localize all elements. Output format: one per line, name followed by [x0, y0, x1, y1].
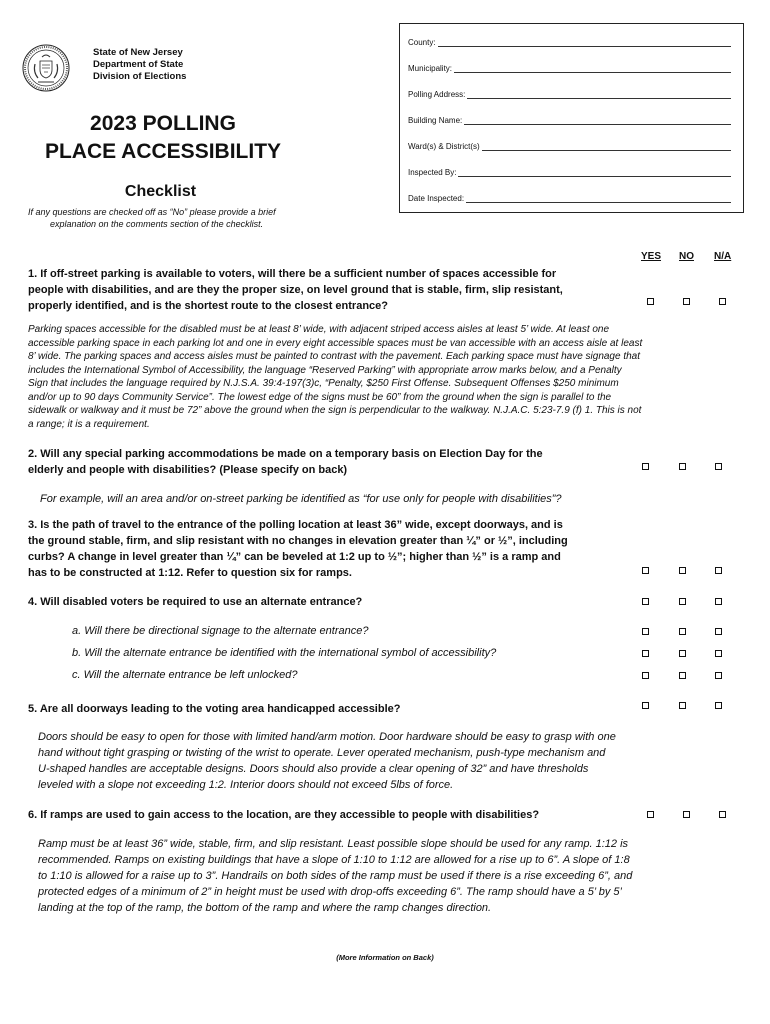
municipality-field[interactable] [408, 64, 731, 73]
column-header-na: N/A [714, 251, 732, 262]
agency-line: Department of State [93, 59, 184, 70]
explanation-line: sidewalk or walkway and it must be 72” above the ground when the sign is perpendicular to the walkway. N.J.A.C. 5:23-7.9 (f) 1. This is not [28, 405, 642, 416]
field-line[interactable] [467, 90, 731, 99]
question-line: elderly and people with disabilities? (Please specify on back) [28, 464, 348, 476]
q3-no-checkbox[interactable] [679, 567, 686, 574]
question-line: 5. Are all doorways leading to the voting area handicapped accessible? [28, 703, 401, 715]
q4a-no-checkbox[interactable] [679, 628, 686, 635]
title-line: 2023 POLLING [90, 112, 236, 135]
q4-na-checkbox[interactable] [715, 598, 722, 605]
q4a-na-checkbox[interactable] [715, 628, 722, 635]
field-label: Ward(s) & District(s) [408, 142, 480, 151]
county-field[interactable] [408, 38, 731, 47]
q1-no-checkbox[interactable] [683, 298, 690, 305]
field-label: Inspected By: [408, 168, 457, 177]
date-inspected-field[interactable] [408, 194, 731, 203]
polling-address-field[interactable] [408, 90, 731, 99]
field-label: Polling Address: [408, 90, 466, 99]
q4-sub-b: b. Will the alternate entrance be identified with the international symbol of accessibility? [72, 647, 497, 659]
explanation-line: Ramp must be at least 36” wide, stable, firm, and slip resistant. Least possible slope should be used for any ramp. 1:12 is [38, 838, 629, 850]
location-info-box [399, 23, 744, 213]
field-line[interactable] [482, 142, 731, 151]
q4b-na-checkbox[interactable] [715, 650, 722, 657]
explanation-line: hand without tight grasping or twisting of the wrist to operate. Lever operated mechanism, push-type mechanism and [38, 747, 606, 759]
footer-note: (More Information on Back) [336, 953, 434, 962]
field-line[interactable] [466, 194, 731, 203]
question-line: 2. Will any special parking accommodations be made on a temporary basis on Election Day for the [28, 448, 543, 460]
q4-no-checkbox[interactable] [679, 598, 686, 605]
question-5 [28, 701, 400, 717]
page-title [28, 110, 298, 166]
q1-na-checkbox[interactable] [719, 298, 726, 305]
question-line: the ground stable, firm, and slip resistant with no changes in elevation greater than ¼” or ½”, including [28, 535, 568, 547]
explanation-line: Parking spaces accessible for the disabled must be at least 8’ wide, with adjacent striped access aisles at least 5’ wide. At least one [28, 324, 610, 335]
field-line[interactable] [464, 116, 731, 125]
q2-yes-checkbox[interactable] [642, 463, 649, 470]
q4b-yes-checkbox[interactable] [642, 650, 649, 657]
instruction-note [28, 206, 318, 230]
question-line: 4. Will disabled voters be required to use an alternate entrance? [28, 596, 363, 608]
explanation-line: 8’ wide. The parking spaces and access aisles must be painted to contrast with the pavement. Each parking space must have signage that [28, 351, 641, 362]
field-label: Date Inspected: [408, 194, 465, 203]
q4-sub-a: a. Will there be directional signage to the alternate entrance? [72, 625, 369, 637]
field-label: County: [408, 38, 436, 47]
question-2 [28, 446, 543, 478]
q2-na-checkbox[interactable] [715, 463, 722, 470]
question-line: curbs? A change in level greater than ¼” can be beveled at 1:2 up to ½”; higher than ½” is a ramp and [28, 551, 561, 563]
explanation-line: Sign that includes the language required by N.J.S.A. 39:4-197(3)c, “Penalty, $250 First Offense. Subsequent Offenses $250 minimum [28, 378, 619, 389]
field-line[interactable] [454, 64, 731, 73]
field-label: Building Name: [408, 116, 463, 125]
q2-no-checkbox[interactable] [679, 463, 686, 470]
question-3 [28, 517, 568, 581]
inspected-by-field[interactable] [408, 168, 731, 177]
q1-yes-checkbox[interactable] [647, 298, 654, 305]
q4a-yes-checkbox[interactable] [642, 628, 649, 635]
note-line: explanation on the comments section of the checklist. [50, 219, 264, 229]
title-line: PLACE ACCESSIBILITY [44, 140, 282, 163]
q4c-na-checkbox[interactable] [715, 672, 722, 679]
column-header-no: NO [679, 251, 694, 262]
agency-line: Division of Elections [93, 71, 187, 82]
q4-sub-c: c. Will the alternate entrance be left unlocked? [72, 669, 298, 681]
q3-na-checkbox[interactable] [715, 567, 722, 574]
question-6 [28, 807, 539, 823]
question-line: has to be constructed at 1:12. Refer to question six for ramps. [28, 567, 352, 579]
explanation-line: a range; it is a requirement. [28, 418, 150, 430]
ward-district-field[interactable] [408, 142, 731, 151]
field-line[interactable] [438, 38, 731, 47]
q4c-no-checkbox[interactable] [679, 672, 686, 679]
question-1 [28, 266, 563, 314]
page-subtitle: Checklist [124, 183, 197, 200]
question-line: properly identified, and is the shortest route to the closest entrance? [28, 300, 389, 312]
q6-na-checkbox[interactable] [719, 811, 726, 818]
q3-yes-checkbox[interactable] [642, 567, 649, 574]
explanation-line: recommended. Ramps on existing buildings that have a slope of 1:10 to 1:12 are allowed for a rise up to 6”. A slope of 1:8 [38, 854, 630, 866]
q5-na-checkbox[interactable] [715, 702, 722, 709]
agency-line: State of New Jersey [93, 47, 183, 58]
q2-example [40, 491, 562, 507]
q4b-no-checkbox[interactable] [679, 650, 686, 657]
q5-no-checkbox[interactable] [679, 702, 686, 709]
question-line: 3. Is the path of travel to the entrance of the polling location at least 36” wide, except doorways, and is [28, 519, 563, 531]
q5-explanation [38, 729, 616, 793]
q1-explanation [28, 323, 642, 431]
agency-name [93, 47, 186, 83]
explanation-line: U-shaped handles are acceptable designs. Doors should also provide a clear opening of 32” and have thresholds [38, 763, 589, 775]
q4c-yes-checkbox[interactable] [642, 672, 649, 679]
explanation-line: accessible parking space in each parking lot and one in every eight accessible spaces must be van accessible with an access aisle at least [28, 337, 643, 349]
q4-yes-checkbox[interactable] [642, 598, 649, 605]
q5-yes-checkbox[interactable] [642, 702, 649, 709]
q6-yes-checkbox[interactable] [647, 811, 654, 818]
question-line: people with disabilities, and are they the proper size, on level ground that is stable, firm, slip resistant, [28, 284, 563, 296]
column-header-yes: YES [641, 251, 662, 262]
explanation-line: includes the International Symbol of Accessibility, the language “Reserved Parking” with appropriate arrow marks below, and a Penalty [28, 364, 622, 376]
question-4 [28, 594, 362, 610]
field-label: Municipality: [408, 64, 453, 73]
q6-explanation [38, 836, 632, 916]
field-line[interactable] [458, 168, 731, 177]
explanation-line: Doors should be easy to open for those with limited hand/arm motion. Door hardware should be easy to grasp with one [38, 731, 616, 743]
explanation-line: and/or up to 90 days Community Service”. The lowest edge of the signs must be 60” from the ground when the sign is parallel to the [28, 391, 612, 403]
building-name-field[interactable] [408, 116, 731, 125]
explanation-line: landing at the top of the ramp, the bottom of the ramp and where the ramp changes direction. [38, 902, 492, 914]
question-line: 1. If off-street parking is available to voters, will there be a sufficient number of spaces accessible for [28, 268, 557, 280]
question-line: 6. If ramps are used to gain access to the location, are they accessible to people with disabilities? [28, 809, 540, 821]
example-line: For example, will an area and/or on-street parking be identified as “for use only for people with disabilities”? [40, 493, 562, 505]
explanation-line: protected edges of a minimum of 2” in height must be used with drop-offs exceeding 6”. The ramp should have a 5’ by 5’ [38, 886, 622, 898]
nj-state-seal-icon [22, 44, 70, 92]
q6-no-checkbox[interactable] [683, 811, 690, 818]
explanation-line: to 1:10 is allowed for a raise up to 3”. Handrails on both sides of the ramp must be used if there is a rise exceeding 6”, and [38, 870, 633, 882]
explanation-line: leveled with a slope not exceeding 1:2. Interior doors should not exceed 5lbs of force. [38, 779, 454, 791]
note-line: If any questions are checked off as “No” please provide a brief [28, 207, 276, 217]
